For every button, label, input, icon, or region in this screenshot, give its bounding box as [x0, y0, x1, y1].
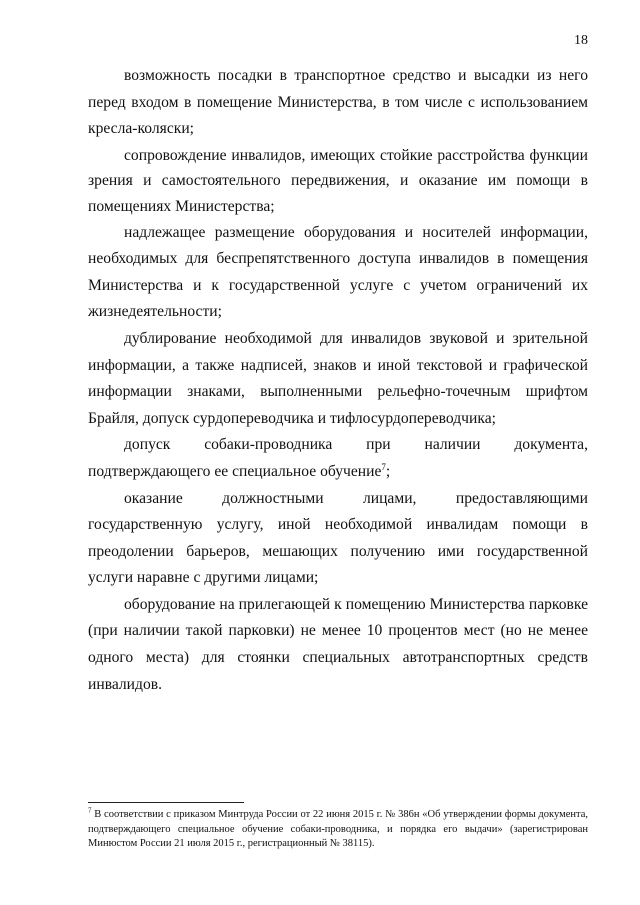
footnote-reference: 7 [381, 461, 386, 472]
paragraph-escort-assistance: сопровождение инвалидов, имеющих стойкие расстройства функции зрения и самостоятельного передвижения, и оказание им помощи в помещениях Министерства; [88, 146, 588, 215]
paragraph-parking-spaces: оборудование на прилегающей к помещению Министерства парковке (при наличии такой парковки) не менее 10 процентов мест (но не менее одного места) для стоянки специальных автотранспортных средств инвалидов. [88, 595, 588, 693]
footnote [88, 808, 588, 852]
paragraph-guide-dog-admission [88, 432, 588, 485]
paragraph-information-duplication: дублирование необходимой для инвалидов звуковой и зрительной информации, а также надписей, знаков и иной текстовой и графической информации знаками, выполненными рельефно-точечным шрифтом Брайля, допуск сурдопереводчика и тифлосурдопереводчика; [88, 329, 588, 427]
paragraph-equipment-placement: надлежащее размещение оборудования и носителей информации, необходимых для беспрепятственного доступа инвалидов в помещения Министерства и к государственной услуге с учетом ограничений их жизнедеятельности; [88, 223, 588, 321]
paragraph-official-assistance: оказание должностными лицами, предоставляющими государственную услугу, иной необходимой инвалидам помощи в преодолении барьеров, мешающих получению ими государственной услуги наравне с другими лицами; [88, 489, 588, 587]
guide-dog-text: допуск собаки-проводника при наличии документа, подтверждающего ее специальное обучение [88, 436, 588, 480]
paragraph-boarding-assistance: возможность посадки в транспортное средство и высадки из него перед входом в помещение Министерства, в том числе с использованием кресла-коляски; [88, 67, 588, 138]
document-body [88, 63, 588, 698]
page-number: 18 [574, 33, 588, 48]
footnote-marker: 7 [88, 806, 92, 815]
guide-dog-text-end: ; [385, 462, 391, 480]
footnote-divider [88, 802, 244, 803]
footnote-text: В соответствии с приказом Минтруда России от 22 июня 2015 г. № 386н «Об утверждении формы документа, подтверждающего специальное обучение собаки-проводника, и порядка его выдачи» (зарегистрирован Минюстом России 21 июля 2015 г., регистрационный № 38115). [88, 809, 588, 849]
